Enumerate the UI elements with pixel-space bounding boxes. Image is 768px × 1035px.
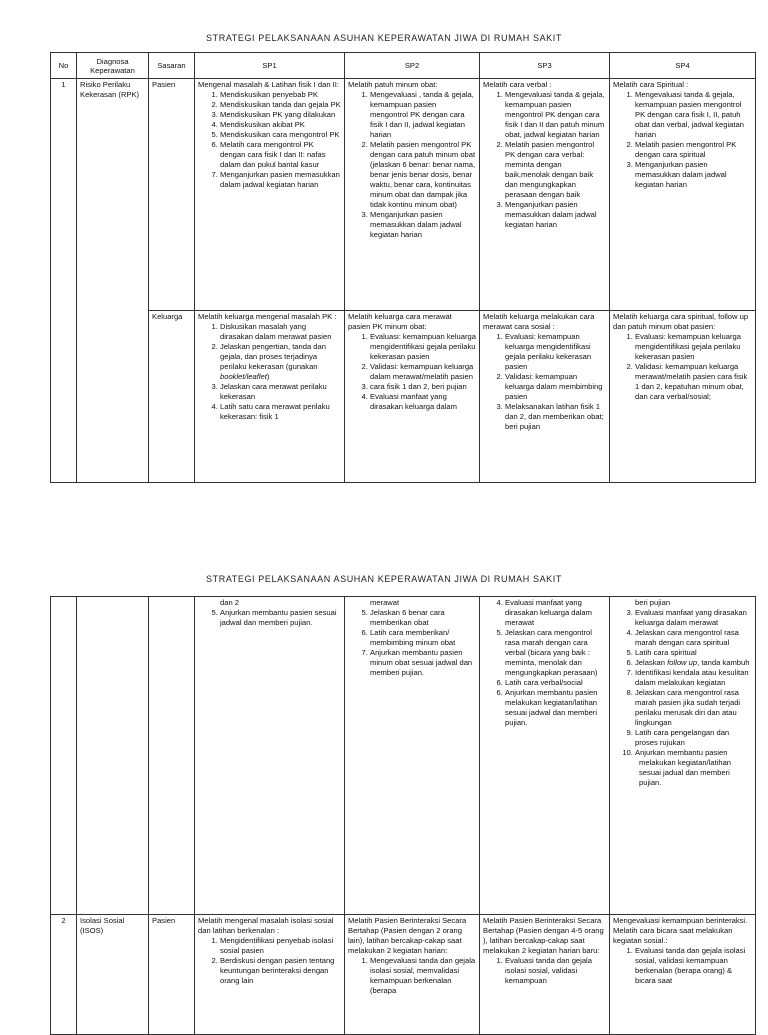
sp1-intro: Melatih keluarga mengenal masalah PK : — [198, 312, 337, 321]
sp3-intro: Melatih keluarga melakukan cara merawat cara sosial : — [483, 312, 595, 331]
sp3-intro: Melatih cara verbal : — [483, 80, 552, 89]
header-sp1: SP1 — [195, 53, 345, 79]
sp2-intro: Melatih patuh minum obat: — [348, 80, 438, 89]
list-item: 5. Mendiskusikan cara mengontrol PK — [220, 130, 341, 140]
header-sasaran: Sasaran — [149, 53, 195, 79]
sp2-intro: Melatih Pasien Berinteraksi Secara Bertahap (Pasien dengan 2 orang lain), latihan bercakap-cakap saat melakukan 2 kegiatan harian: — [348, 916, 467, 955]
list-item: 7. Identifikasi kendala atau kesulitan dalam melakukan kegiatan — [635, 668, 752, 688]
list-item: 2. Berdiskusi dengan pasien tentang keuntungan berinteraksi dengan orang lain — [220, 956, 341, 986]
sasaran-cell: Keluarga — [149, 311, 195, 483]
sp4-intro: Melatih keluarga cara spiritual, follow up dan patuh minum obat pasien: — [613, 312, 749, 331]
sp1-intro: Mengenal masalah & Latihan fisik I dan II: — [198, 80, 339, 89]
header-sp4: SP4 — [610, 53, 756, 79]
sp2-intro: Melatih keluarga cara merawat pasien PK minum obat: — [348, 312, 452, 331]
sp4-cell — [610, 79, 756, 311]
row-number: 2 — [51, 915, 77, 1035]
list-item: 1. Evaluasi: kemampuan keluarga mengidentifikasi gejala perilaku kekerasan pasien — [635, 332, 752, 362]
sp3-intro: Melatih Pasien Berinteraksi Secara Bertahap (Pasien dengan 4-5 orang ), latihan bercakap-cakap saat melakukan 2 kegiatan harian baru: — [483, 916, 604, 955]
sasaran-cell: Pasien — [149, 915, 195, 1035]
booklet-close: ) — [266, 372, 270, 381]
list-item: 10. Anjurkan membantu pasien — [635, 748, 752, 758]
sp3-cell — [480, 915, 610, 1035]
table-header-row — [51, 53, 756, 79]
list-item: 1. Mendiskusikan penyebab PK — [220, 90, 341, 100]
list-item: 2. Melatih pasien mengontrol PK dengan cara patuh minum obat (jelaskan 6 benar: benar nama, benar jenis benar dosis, benar waktu, benar cara, kontinuitas minum obat dan dampak jika tidak kontinu minum obat) — [370, 140, 476, 210]
sp4-cell — [610, 311, 756, 483]
list-item: 3. Jelaskan cara merawat perilaku kekerasan — [220, 382, 341, 402]
list-item: 3. Melaksanakan latihan fisik 1 dan 2, dan memberikan obat; beri pujian — [505, 402, 606, 432]
sp2-cell — [345, 915, 480, 1035]
list-item: 2. Melatih pasien mengontrol PK dengan cara spiritual — [635, 140, 752, 160]
list-item: 5. Latih cara spiritual — [635, 648, 752, 658]
list-item: 5. Jelaskan cara mengontrol rasa marah dengan cara verbal (bicara yang baik : meminta, menolak dan mengungkapkan perasaan) — [505, 628, 606, 678]
list-item: 2. Validasi: kemampuan keluarga dalam merawat/melatih pasien — [370, 362, 476, 382]
sp1-cell — [195, 311, 345, 483]
list-item: 6. Melatih cara mengontrol PK dengan cara fisik I dan II: nafas dalam dan pukul bantal kasur — [220, 140, 341, 170]
list-item: 4. Evaluasi manfaat yang dirasakan keluarga dalam — [370, 392, 476, 412]
list-item: 3. Evaluasi manfaat yang dirasakan keluarga dalam merawat — [635, 608, 752, 628]
page-title: STRATEGI PELAKSANAAN ASUHAN KEPERAWATAN JIWA DI RUMAH SAKIT — [206, 574, 562, 584]
list-item: 6. Anjurkan membantu pasien melakukan kegiatan/latihan sesuai jadwal dan memberi pujian. — [505, 688, 606, 728]
list-item: 1. Mengevaluasi tanda dan gejala isolasi sosial, memvalidasi kemampuan berkenalan (berapa — [370, 956, 476, 996]
table-row-isos — [51, 915, 756, 1035]
list-item: 3. cara fisik 1 dan 2, beri pujian — [370, 382, 476, 392]
sp4-cell — [610, 915, 756, 1035]
follow-up-text: follow up — [667, 658, 698, 667]
sp3-cell — [480, 597, 610, 915]
list-item: 6. Latih cara memberikan/ membimbing minum obat — [370, 628, 476, 648]
diagnosa-cell: Risiko Perilaku Kekerasan (RPK) — [77, 79, 149, 483]
list-item — [635, 658, 752, 668]
header-sp3: SP3 — [480, 53, 610, 79]
header-no: No — [51, 53, 77, 79]
list-item: 1. Evaluasi tanda dan gejala isolasi sosial, validasi kemampuan — [505, 956, 606, 986]
table-row-continuation — [51, 597, 756, 915]
sasaran-cell — [149, 597, 195, 915]
list-item — [220, 342, 341, 382]
list-item: 4. Jelaskan cara mengontrol rasa marah dengan cara spiritual — [635, 628, 752, 648]
continued-text: beri pujian — [635, 598, 671, 607]
table-row-keluarga — [51, 311, 756, 483]
sasaran-cell: Pasien — [149, 79, 195, 311]
sp1-cell — [195, 79, 345, 311]
sp2-cell — [345, 597, 480, 915]
list-item: 3. Menganjurkan pasien memasukkan dalam jadwal kegiatan harian — [635, 160, 752, 190]
sp4-cell — [610, 597, 756, 915]
booklet-text: booklet/leaflet — [220, 372, 267, 381]
list-item: 2. Validasi: kemampuan keluarga merawat/melatih pasien cara fisik 1 dan 2, kepatuhan minum obat, dan cara verbal/sosial; — [635, 362, 752, 402]
list-item-text: , tanda kambuh — [697, 658, 750, 667]
continued-text: merawat — [370, 598, 400, 607]
row-number — [51, 597, 77, 915]
list-item: 1. Mengidentifikasi penyebab isolasi sosial pasien — [220, 936, 341, 956]
header-sp2: SP2 — [345, 53, 480, 79]
list-item: 2. Validasi: kemampuan keluarga dalam membimbing pasien — [505, 372, 606, 402]
list-item: 1. Evaluasi tanda dan gejala isolasi sosial, validasi kemampuan berkenalan (berapa orang) & bicara saat — [635, 946, 752, 986]
list-item-text: Jelaskan pengertian, tanda dan gejala, dan proses terjadinya perilaku kekerasan (gunakan — [220, 342, 326, 371]
list-item: 4. Evaluasi manfaat yang dirasakan keluarga dalam merawat — [505, 598, 606, 628]
list-item: 2. Melatih pasien mengontrol PK dengan cara verbal: meminta dengan baik,menolak dengan baik dan mengungkapkan perasaan dengan baik — [505, 140, 606, 200]
list-item: 2. Mendiskusikan tanda dan gejala PK — [220, 100, 341, 110]
continued-text: dan 2 — [220, 598, 240, 607]
list-item: 1. Mengevaluasi tanda & gejala, kemampuan pasien mengontrol PK dengan cara fisik I, II, patuh obat dan verbal, jadwal kegiatan harian — [635, 90, 752, 140]
diagnosa-cell — [77, 597, 149, 915]
list-item: 7. Anjurkan membantu pasien minum obat sesuai jadwal dan memberi pujian. — [370, 648, 476, 678]
sp1-cell — [195, 597, 345, 915]
sp1-intro: Melatih mengenal masalah isolasi sosial dan latihan berkenalan : — [198, 916, 334, 935]
list-item: 1. Mengevaluasi , tanda & gejala, kemampuan pasien mengontrol PK dengan cara fisik I dan II, jadwal kegiatan harian — [370, 90, 476, 140]
list-item: 8. Jelaskan cara mengontrol rasa marah pasien jika sudah terjadi perilaku merusak diri dan atau lingkungan — [635, 688, 752, 728]
strategy-table-continued — [50, 596, 756, 1035]
sp3-cell — [480, 311, 610, 483]
list-item: 1. Diskusikan masalah yang dirasakan dalam merawat pasien — [220, 322, 341, 342]
sp2-cell — [345, 79, 480, 311]
list-item: 3. Menganjurkan pasien memasukkan dalam jadwal kegiatan harian — [370, 210, 476, 240]
list-item: 1. Mengevaluasi tanda & gejala, kemampuan pasien mengontrol PK dengan cara fisik I dan II dan patuh minum obat, jadwal kegiatan harian — [505, 90, 606, 140]
strategy-table — [50, 52, 756, 483]
list-item: 6. Latih cara verbal/social — [505, 678, 606, 688]
list-item: 4. Mendiskusikan akibat PK — [220, 120, 341, 130]
list-item-text: Jelaskan — [635, 658, 665, 667]
sp3-cell — [480, 79, 610, 311]
row-number: 1 — [51, 79, 77, 483]
table-row-pasien — [51, 79, 756, 311]
continued-text: melakukan kegiatan/latihan sesuai jadual dan memberi pujian. — [639, 758, 732, 787]
list-item: 5. Jelaskan 6 benar cara memberikan obat — [370, 608, 476, 628]
sp1-cell — [195, 915, 345, 1035]
list-item: 9. Latih cara pengelangan dan proses rujukan — [635, 728, 752, 748]
sp2-cell — [345, 311, 480, 483]
page-title: STRATEGI PELAKSANAAN ASUHAN KEPERAWATAN JIWA DI RUMAH SAKIT — [206, 33, 562, 43]
list-item: 3. Mendiskusikan PK yang dilakukan — [220, 110, 341, 120]
header-diagnosa: Diagnosa Keperawatan — [77, 53, 149, 79]
list-item: 5. Anjurkan membantu pasien sesuai jadwal dan memberi pujian. — [220, 608, 341, 628]
list-item: 7. Menganjurkan pasien memasukkan dalam jadwal kegiatan harian — [220, 170, 341, 190]
sp4-intro: Mengevaluasi kemampuan berinteraksi. Melatih cara bicara saat melakukan kegiatan sosial.: — [613, 916, 748, 945]
list-item: 4. Latih satu cara merawat perilaku kekerasan: fisik 1 — [220, 402, 341, 422]
list-item: 3. Menganjurkan pasien memasukkan dalam jadwal kegiatan harian — [505, 200, 606, 230]
sp4-intro: Melatih cara Spiritual : — [613, 80, 689, 89]
list-item: 1. Evaluasi: kemampuan keluarga mengidentifikasi gejala perilaku kekerasan pasien — [370, 332, 476, 362]
list-item: 1. Evaluasi: kemampuan keluarga mengidentifikasi gejala perilaku kekerasan pasien — [505, 332, 606, 372]
diagnosa-cell: Isolasi Sosial (ISOS) — [77, 915, 149, 1035]
